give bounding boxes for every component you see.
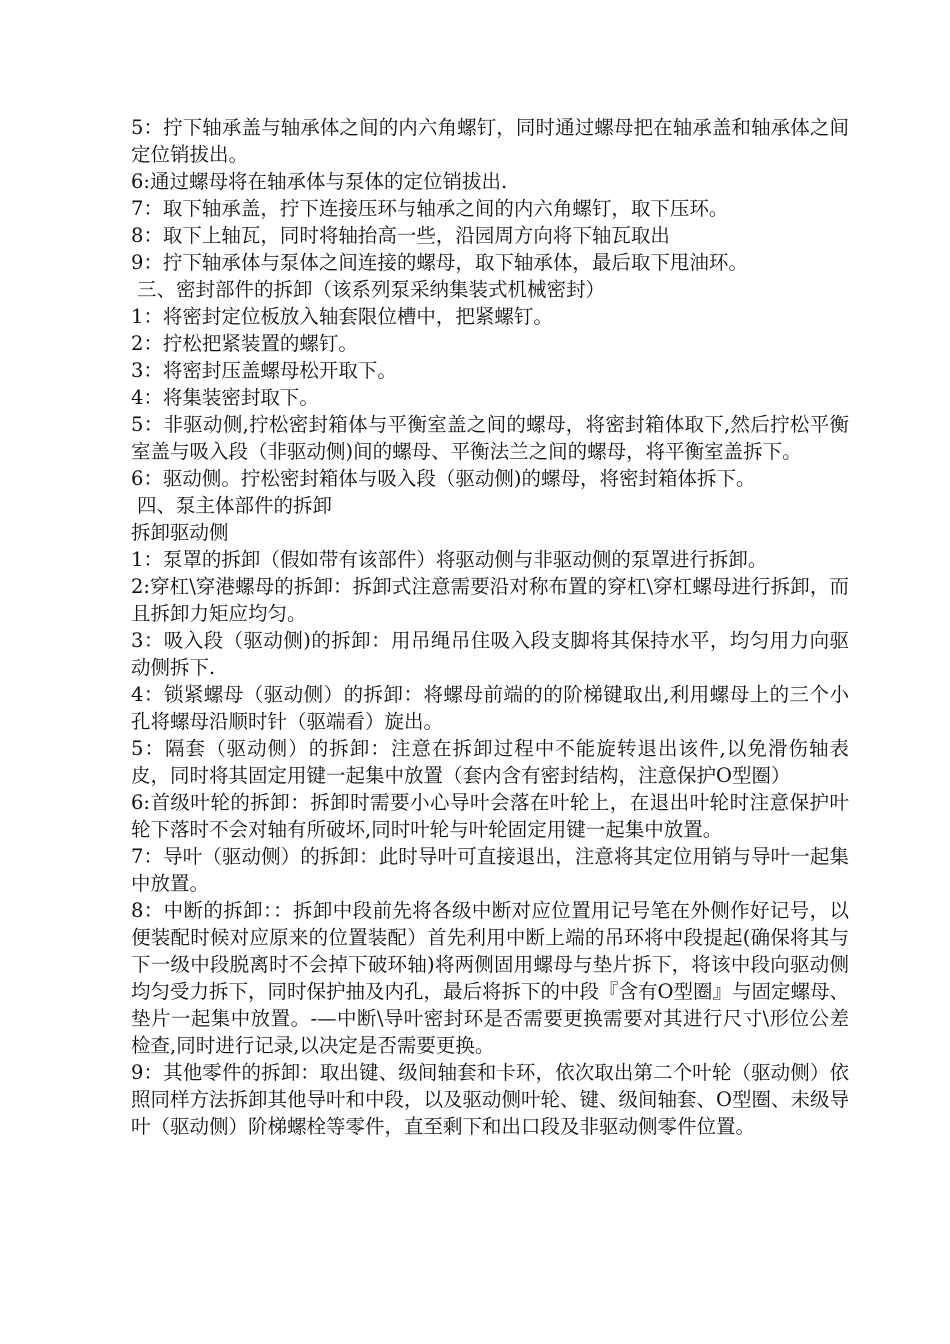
seal-step-6: 6：驱动侧。拧松密封箱体与吸入段（驱动侧)的螺母，将密封箱体拆下。 [131,467,756,490]
subheading-drive-side: 拆卸驱动侧 [131,521,229,544]
section-heading-seal-disassembly: 三、密封部件的拆卸（该系列泵采纳集装式机械密封） [137,278,606,301]
step-9-remove-bearing-body: 9：拧下轴承体与泵体之间连接的螺母，取下轴承体，最后取下甩油环。 [131,251,748,274]
seal-step-3: 3：将密封压盖螺母松开取下。 [131,359,397,382]
section-heading-pump-body: 四、泵主体部件的拆卸 [137,494,333,517]
document-body [131,114,849,1140]
body-step-9: 9：其他零件的拆卸：取出键、级间轴套和卡环，依次取出第二个叶轮（驱动侧）依照同样方法拆卸其他导叶和中段，以及驱动侧叶轮、键、级间轴套、O型圈、未级导叶（驱动侧）阶梯螺栓等零件，直至剩下和出口段及非驱动侧零件位置。 [131,1061,849,1138]
seal-step-4: 4：将集装密封取下。 [131,386,319,409]
body-step-8: 8：中断的拆卸：：拆卸中段前先将各级中断对应位置用记号笔在外侧作好记号，以便装配时候对应原来的位置装配）首先利用中断上端的吊环将中段提起(确保将其与下一级中段脱离时不会掉下破环轴)将两侧固用螺母与垫片拆下，将该中段向驱动侧均匀受力拆下，同时保护抽及内孔，最后将拆下的中段『含有O型圈』与固定螺母、垫片一起集中放置。-—中断\导叶密封环是否需要更换需要对其进行尺寸\形位公差检查,同时进行记录,以决定是否需要更换。 [131,899,849,1057]
seal-step-2: 2：拧松把紧装置的螺钉。 [131,332,358,355]
body-step-3: 3：吸入段（驱动侧)的拆卸：用吊绳吊住吸入段支脚将其保持水平，均匀用力向驱动侧拆下. [131,629,849,679]
body-step-7: 7：导叶（驱动侧）的拆卸：此时导叶可直接退出，注意将其定位用销与导叶一起集中放置。 [131,845,849,895]
body-step-6: 6:首级叶轮的拆卸：拆卸时需要小心导叶会落在叶轮上，在退出叶轮时注意保护叶轮下落时不会对轴有所破坏,同时叶轮与叶轮固定用键一起集中放置。 [131,791,849,841]
step-8-remove-bearing-shell: 8：取下上轴瓦，同时将轴抬高一些，沿园周方向将下轴瓦取出 [131,224,670,247]
seal-step-1: 1：将密封定位板放入轴套限位槽中，把紧螺钉。 [131,305,553,328]
body-step-1: 1：泵罩的拆卸（假如带有该部件）将驱动侧与非驱动侧的泵罩进行拆卸。 [131,548,768,571]
step-5-bearing-cover-screws: 5：拧下轴承盖与轴承体之间的内六角螺钉，同时通过螺母把在轴承盖和轴承体之间定位销拔出。 [131,116,849,166]
body-step-5: 5：隔套（驱动侧）的拆卸：注意在拆卸过程中不能旋转退出该件,以免滑伤轴表皮，同时将其固定用键一起集中放置（套内含有密封结构，注意保护O型圈） [131,737,849,787]
body-step-2: 2:穿杠\穿港螺母的拆卸：拆卸式注意需要沿对称布置的穿杠\穿杠螺母进行拆卸，而且拆卸力矩应均匀。 [131,575,849,625]
body-step-4: 4：锁紧螺母（驱动侧）的拆卸：将螺母前端的的阶梯键取出,利用螺母上的三个小孔将螺母沿顺时针（驱端看）旋出。 [131,683,849,733]
step-7-remove-bearing-cover: 7：取下轴承盖，拧下连接压环与轴承之间的内六角螺钉，取下压环。 [131,197,729,220]
seal-step-5: 5：非驱动侧,拧松密封箱体与平衡室盖之间的螺母，将密封箱体取下,然后拧松平衡室盖与吸入段（非驱动侧)间的螺母、平衡法兰之间的螺母，将平衡室盖拆下。 [131,413,849,463]
step-6-locating-pin: 6:通过螺母将在轴承体与泵体的定位销拔出. [131,170,508,193]
